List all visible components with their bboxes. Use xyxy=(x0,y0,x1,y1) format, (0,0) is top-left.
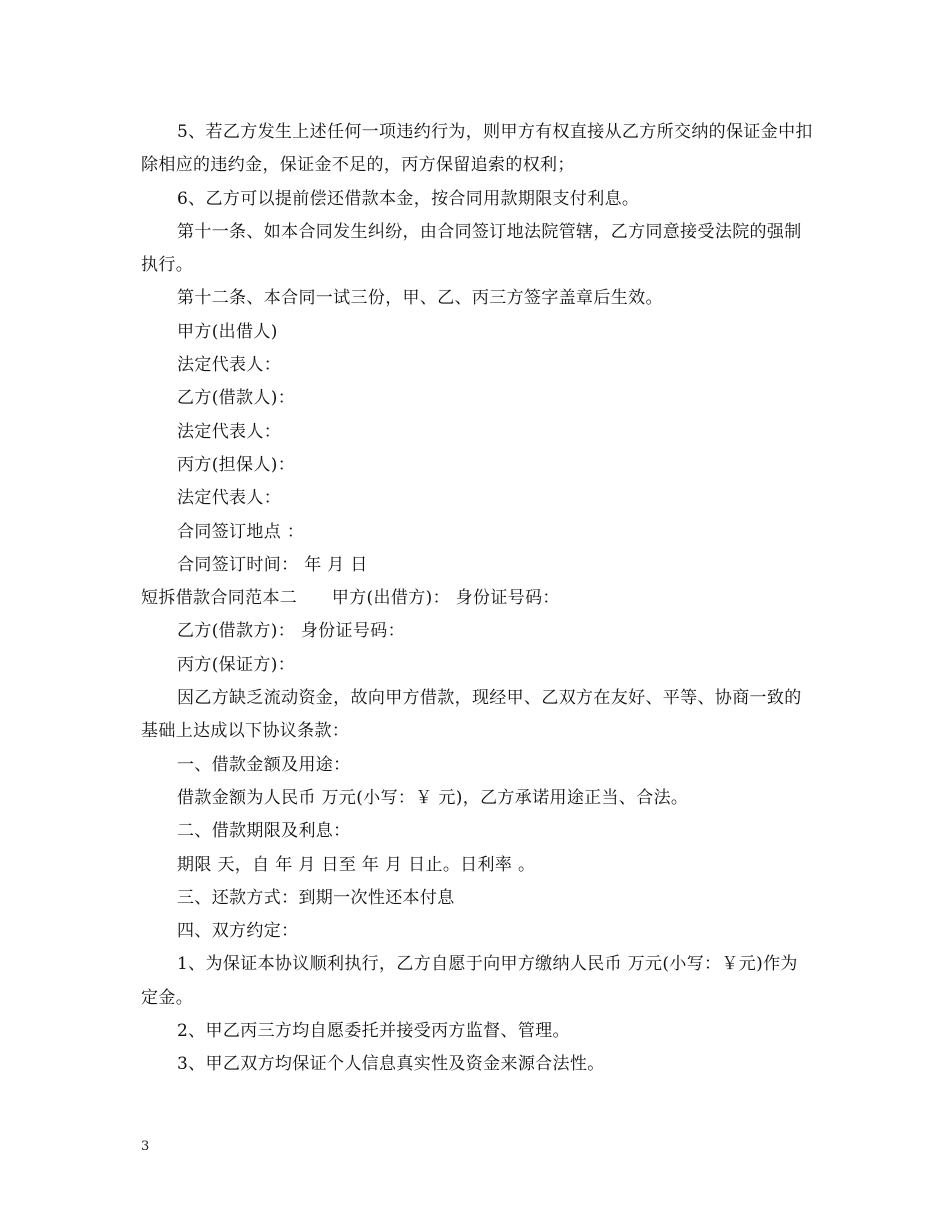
section-heading: 二、借款期限及利息： xyxy=(177,821,351,842)
clause-paragraph: 6、乙方可以提前偿还借款本金，按合同用款期限支付利息。 xyxy=(177,188,640,209)
signing-place-field: 合同签订地点 ： xyxy=(177,521,305,542)
section-heading: 三、还款方式：到期一次性还本付息 xyxy=(177,887,455,908)
section-heading: 四、双方约定： xyxy=(177,921,299,942)
signature-field: 法定代表人： xyxy=(177,355,282,376)
template-heading-line: 短拆借款合同范本二 甲方(出借方)： 身份证号码： xyxy=(141,588,560,609)
party-field: 丙方(保证方)： xyxy=(177,654,296,675)
signature-field: 丙方(担保人)： xyxy=(177,454,296,475)
agreement-clause: 1、为保证本协议顺利执行，乙方自愿于向甲方缴纳人民币 万元(小写：￥元)作为定金。 xyxy=(141,954,798,1008)
signature-field: 乙方(借款人)： xyxy=(177,388,296,409)
signing-date-field: 合同签订时间： 年 月 日 xyxy=(177,554,368,575)
article-paragraph: 第十二条、本合同一试三份，甲、乙、丙三方签字盖章后生效。 xyxy=(177,288,663,309)
page-number: 3 xyxy=(141,1139,150,1154)
contract-body xyxy=(141,116,813,1082)
section-heading: 一、借款金额及用途： xyxy=(177,754,351,775)
clause-paragraph: 5、若乙方发生上述任何一项违约行为，则甲方有权直接从乙方所交纳的保证金中扣除相应的违约金，保证金不足的，丙方保留追索的权利； xyxy=(141,122,813,176)
signature-field: 法定代表人： xyxy=(177,421,282,442)
preamble-paragraph: 因乙方缺乏流动资金，故向甲方借款，现经甲、乙双方在友好、平等、协商一致的基础上达成以下协议条款： xyxy=(141,688,802,742)
section-body: 期限 天，自 年 月 日至 年 月 日止。日利率 。 xyxy=(177,854,536,875)
signature-field: 甲方(出借人) xyxy=(177,321,278,342)
party-field: 乙方(借款方)： 身份证号码： xyxy=(177,621,405,642)
section-body: 借款金额为人民币 万元(小写：￥ 元)，乙方承诺用途正当、合法。 xyxy=(177,787,689,808)
agreement-clause: 2、甲乙丙三方均自愿委托并接受丙方监督、管理。 xyxy=(177,1021,570,1042)
article-paragraph: 第十一条、如本合同发生纠纷，由合同签订地法院管辖，乙方同意接受法院的强制执行。 xyxy=(141,221,802,276)
agreement-clause: 3、甲乙双方均保证个人信息真实性及资金来源合法性。 xyxy=(177,1054,605,1075)
signature-field: 法定代表人： xyxy=(177,488,282,509)
